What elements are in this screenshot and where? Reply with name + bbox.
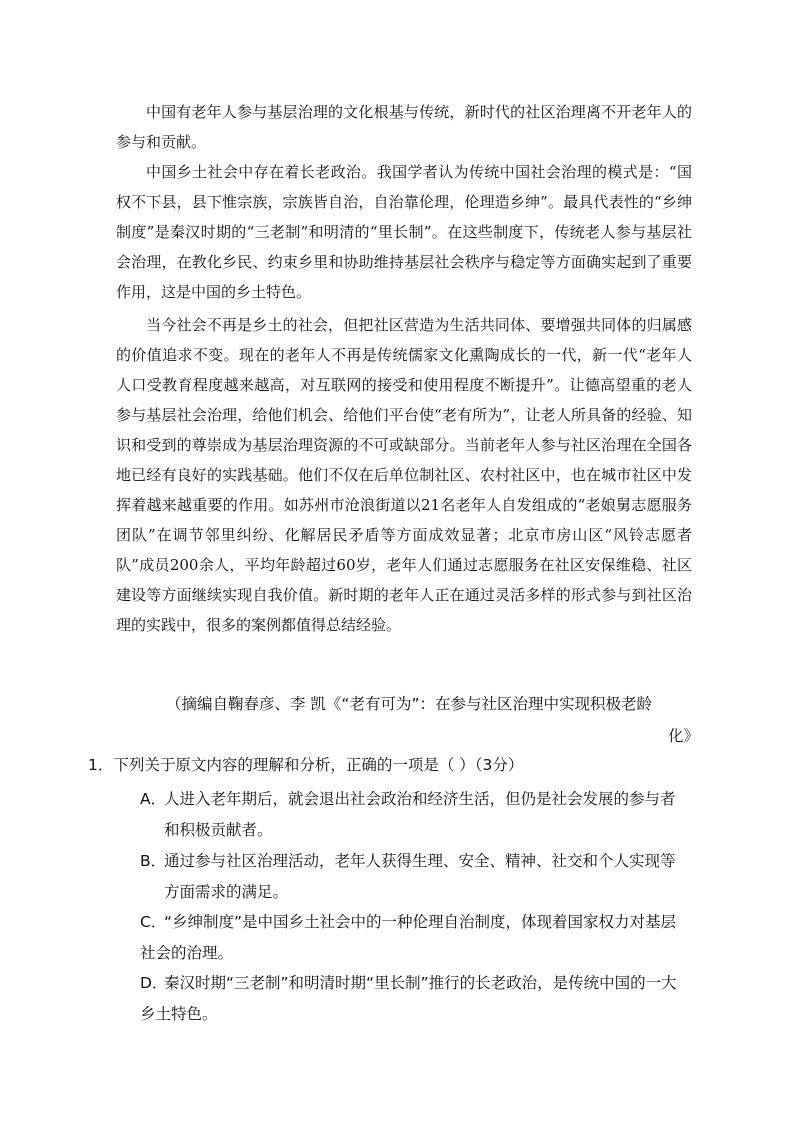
passage-source bbox=[116, 688, 699, 752]
option-a-label: A． bbox=[140, 790, 167, 808]
passage-paragraph-1: 中国有老年人参与基层治理的文化根基与传统，新时代的社区治理离不开老年人的参与和贡献。 bbox=[116, 103, 692, 151]
option-a[interactable] bbox=[140, 784, 685, 846]
question-stem: 1．下列关于原文内容的理解和分析，正确的一项是（ ）（3分） bbox=[88, 756, 524, 774]
passage-paragraph-3: 当今社会不再是乡土的社会，但把社区营造为生活共同体、要增强共同体的归属感的价值追求不变。现在的老年人不再是传统儒家文化熏陶成长的一代，新一代“老年人人口受教育程度越来越高，对互联网的接受和使用程度不断提升”。让德高望重的老人参与基层社会治理，给他们机会、给他们平台使“老有所为”，让老人所具备的经验、知识和受到的尊崇成为基层治理资源的不可或缺部分。当前老年人参与社区治理在全国各地已经有良好的实践基础。他们不仅在后单位制社区、农村社区中，也在城市社区中发挥着越来越重要的作用。如苏州市沧浪街道以21名老年人自发组成的“老娘舅志愿服务团队”在调节邻里纠纷、化解居民矛盾等方面成效显著；北京市房山区“风铃志愿者队”成员200余人，平均年龄超过60岁，老年人们通过志愿服务在社区安保维稳、社区建设等方面继续实现自我价值。新时期的老年人正在通过灵活多样的形式参与到社区治理的实践中，很多的案例都值得总结经验。 bbox=[116, 316, 692, 634]
source-citation: （摘编自鞠春彦、李 凯《“老有可为”：在参与社区治理中实现积极老龄 bbox=[166, 695, 652, 713]
option-c-text: “乡绅制度”是中国乡土社会中的一种伦理自治制度，体现着国家权力对基层社会的治理。 bbox=[140, 913, 677, 962]
option-a-text: 人进入老年期后，就会退出社会政治和经济生活，但仍是社会发展的参与者和积极贡献者。 bbox=[164, 790, 676, 839]
option-d[interactable] bbox=[140, 968, 685, 1030]
option-b-label: B． bbox=[140, 852, 167, 870]
option-b[interactable] bbox=[140, 846, 685, 908]
source-citation-end: 化》 bbox=[667, 727, 699, 745]
option-d-text: 秦汉时期“三老制”和明清时期“里长制”推行的长老政治，是传统中国的一大乡土特色。 bbox=[140, 974, 677, 1023]
option-d-label: D． bbox=[140, 974, 168, 992]
option-c-label: C． bbox=[140, 913, 167, 931]
option-c[interactable] bbox=[140, 907, 685, 969]
passage-paragraph-2: 中国乡土社会中存在着长老政治。我国学者认为传统中国社会治理的模式是：“国权不下县，县下惟宗族，宗族皆自治，自治靠伦理，伦理造乡绅”。最具代表性的“乡绅制度”是秦汉时期的“三老制”和明清的“里长制”。在这些制度下，传统老人参与基层社会治理，在教化乡民、约束乡里和协助维持基层社会秩序与稳定等方面确实起到了重要作用，这是中国的乡土特色。 bbox=[116, 163, 692, 301]
option-b-text: 通过参与社区治理活动，老年人获得生理、安全、精神、社交和个人实现等方面需求的满足。 bbox=[164, 852, 676, 901]
